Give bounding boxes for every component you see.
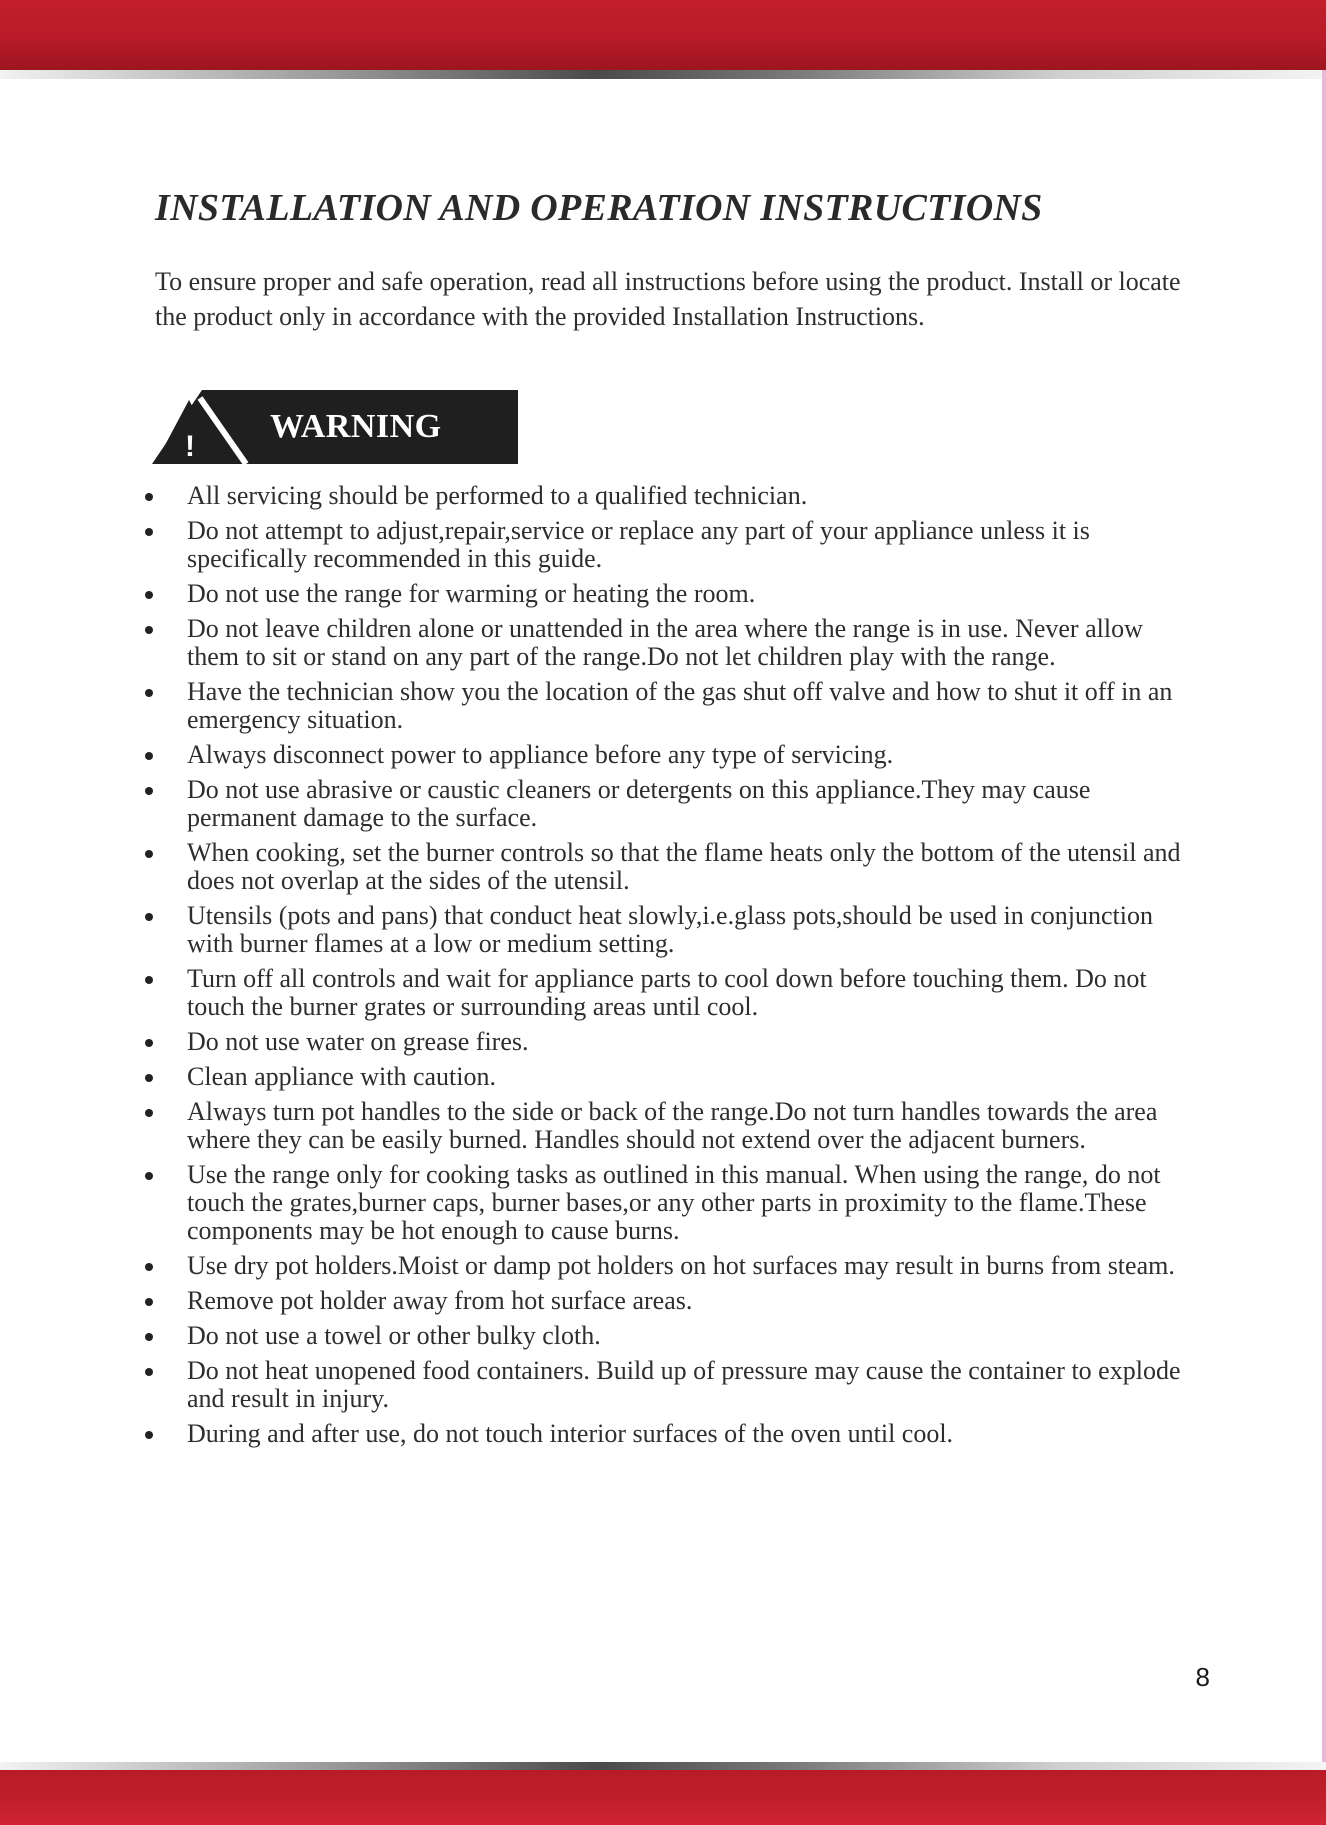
bullet-icon [145, 1263, 153, 1271]
bullet-icon [145, 913, 153, 921]
list-item [138, 839, 1198, 895]
list-item-text: Have the technician show you the location of the gas shut off valve and how to shut it off in an emergency situation. [187, 677, 1173, 734]
top-divider-rule [0, 70, 1326, 79]
list-item [138, 1161, 1198, 1245]
warning-badge [152, 390, 518, 464]
list-item-text: Turn off all controls and wait for appliance parts to cool down before touching them. Do not touch the burner grates or surrounding areas until cool. [187, 964, 1147, 1021]
bullet-icon [145, 1333, 153, 1341]
list-item-text: Do not use abrasive or caustic cleaners or detergents on this appliance.They may cause permanent damage to the surface. [187, 775, 1091, 832]
list-item [138, 965, 1198, 1021]
list-item [138, 1322, 1198, 1350]
bullet-icon [145, 689, 153, 697]
bullet-icon [145, 1298, 153, 1306]
bullet-icon [145, 493, 153, 501]
list-item [138, 776, 1198, 832]
list-item-text: Do not leave children alone or unattended in the area where the range is in use. Never allow them to sit or stand on any part of the range.Do not let children play with the range. [187, 614, 1143, 671]
list-item-text: Utensils (pots and pans) that conduct heat slowly,i.e.glass pots,should be used in conjunction with burner flames at a low or medium setting. [187, 901, 1153, 958]
top-red-band [0, 0, 1326, 70]
list-item [138, 517, 1198, 573]
list-item-text: Remove pot holder away from hot surface areas. [187, 1286, 693, 1315]
list-item [138, 678, 1198, 734]
list-item [138, 1252, 1198, 1280]
list-item [138, 902, 1198, 958]
list-item-text: When cooking, set the burner controls so that the flame heats only the bottom of the utensil and does not overlap at the sides of the utensil. [187, 838, 1181, 895]
list-item-text: Use dry pot holders.Moist or damp pot holders on hot surfaces may result in burns from steam. [187, 1251, 1175, 1280]
intro-paragraph: To ensure proper and safe operation, read all instructions before using the product. Install or locate the product only in accordance with the provided Installation Instructions. [155, 267, 1181, 331]
bullet-icon [145, 850, 153, 858]
list-item-text: During and after use, do not touch interior surfaces of the oven until cool. [187, 1419, 954, 1448]
list-item-text: Do not attempt to adjust,repair,service or replace any part of your appliance unless it is specifically recommended in this guide. [187, 516, 1090, 573]
bullet-icon [145, 626, 153, 634]
bottom-red-band [0, 1770, 1326, 1825]
list-item [138, 1357, 1198, 1413]
list-item [138, 1420, 1198, 1448]
bottom-divider-rule [0, 1762, 1326, 1770]
list-item [138, 615, 1198, 671]
list-item-text: Do not use a towel or other bulky cloth. [187, 1321, 601, 1350]
list-item [138, 482, 1198, 510]
list-item [138, 1287, 1198, 1315]
bullet-icon [145, 1109, 153, 1117]
bullet-icon [145, 1074, 153, 1082]
bullet-icon [145, 787, 153, 795]
safety-instructions-list [138, 482, 1198, 1455]
list-item-text: Do not use the range for warming or heating the room. [187, 579, 756, 608]
list-item-text: Do not heat unopened food containers. Build up of pressure may cause the container to explode and result in injury. [187, 1356, 1181, 1413]
bullet-icon [145, 1039, 153, 1047]
list-item-text: Always disconnect power to appliance before any type of servicing. [187, 740, 894, 769]
page-number: 8 [1195, 1662, 1210, 1692]
list-item-text: Always turn pot handles to the side or back of the range.Do not turn handles towards the area where they can be easily burned. Handles should not extend over the adjacent burners. [187, 1097, 1158, 1154]
bullet-icon [145, 1431, 153, 1439]
bullet-icon [145, 976, 153, 984]
list-item-text: All servicing should be performed to a qualified technician. [187, 481, 808, 510]
warning-exclamation-mark: ! [185, 430, 195, 463]
list-item [138, 741, 1198, 769]
list-item-text: Do not use water on grease fires. [187, 1027, 529, 1056]
list-item [138, 1098, 1198, 1154]
bullet-icon [145, 1172, 153, 1180]
list-item-text: Use the range only for cooking tasks as outlined in this manual. When using the range, do not touch the grates,burner caps, burner bases,or any other parts in proximity to the flame.These components may be hot enough to cause burns. [187, 1160, 1161, 1245]
list-item [138, 1063, 1198, 1091]
bullet-icon [145, 1368, 153, 1376]
right-edge-line [1322, 70, 1326, 1770]
bullet-icon [145, 591, 153, 599]
list-item [138, 580, 1198, 608]
list-item [138, 1028, 1198, 1056]
list-item-text: Clean appliance with caution. [187, 1062, 497, 1091]
bullet-icon [145, 752, 153, 760]
warning-label: WARNING [270, 408, 442, 445]
bullet-icon [145, 528, 153, 536]
page-title: INSTALLATION AND OPERATION INSTRUCTIONS [155, 187, 1043, 229]
